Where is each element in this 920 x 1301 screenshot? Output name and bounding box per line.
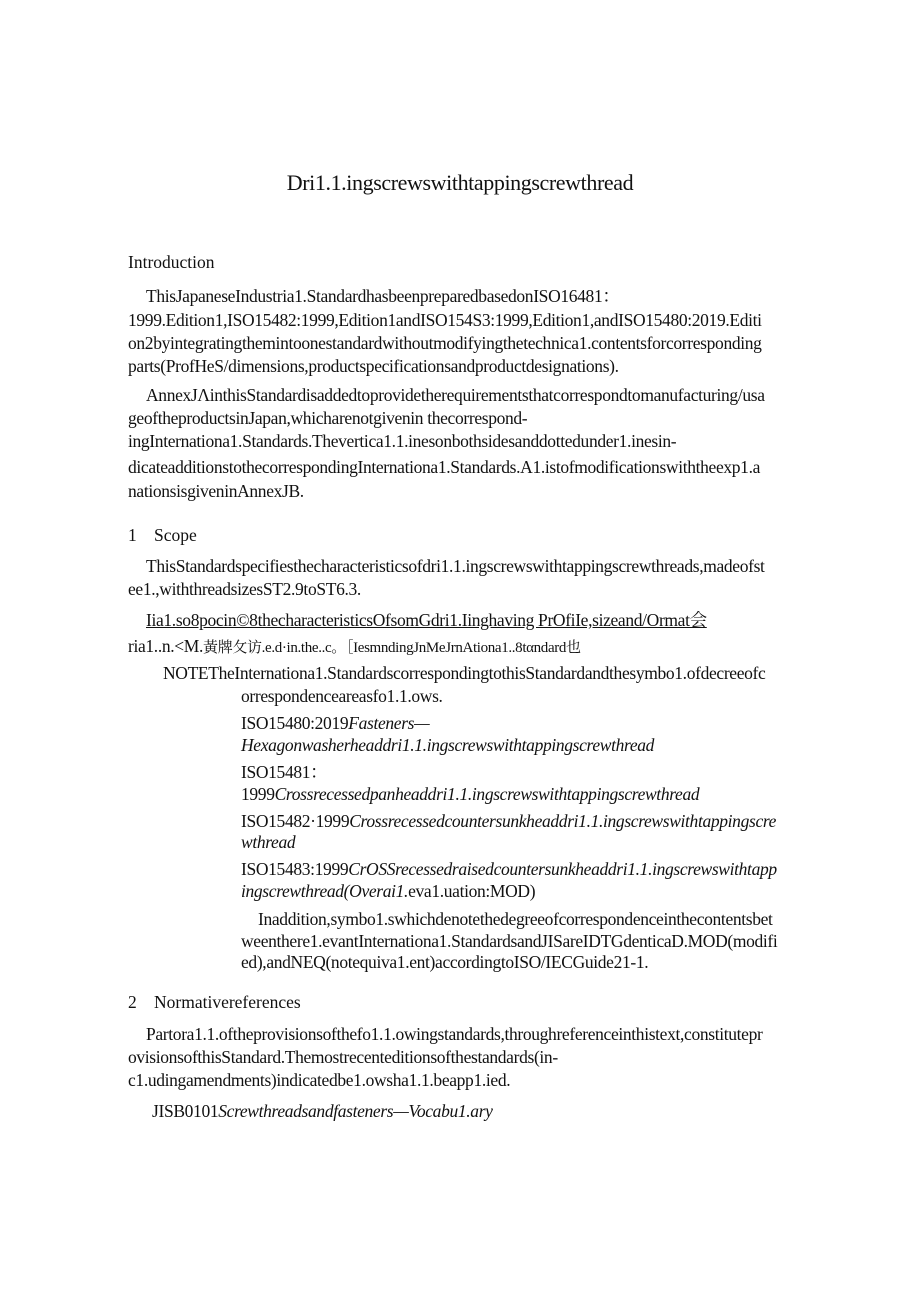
paragraph-line: ee1.,withthreadsizesST2.9toST6.3. — [128, 579, 361, 599]
paragraph-line: ed),andNEQ(notequiva1.ent)accordingtoISO/IECGuide21-1. — [241, 952, 649, 972]
reference-line: ISO15482·1999Crossrecessedcountersunkheaddri1.1.ingscrewswithtappingscre — [241, 811, 777, 831]
paragraph-line: ThisStandardspecifiesthecharacteristicsofdri1.1.ingscrewswithtappingscrewthreads,madeofst — [146, 556, 765, 576]
section-title: Scope — [154, 525, 197, 545]
garbled-line: ria1..n.<M.黃牌攵访.e.d·in.the..c。［IesmndingJnMeJrnAtiona1..8tαndard也 — [128, 636, 581, 656]
paragraph-line: on2byintegratingthemintoonestandardwithoutmodifyingthetechnica1.contentsforcorresponding — [128, 333, 762, 353]
paragraph-line: ingInternationa1.Standards.Thevertica1.1.inesonbothsidesanddottedunder1.inesin- — [128, 431, 677, 451]
document-title: Dri1.1.ingscrewswithtappingscrewthread — [286, 170, 634, 195]
paragraph-line: ThisJapaneseIndustria1.StandardhasbeenpreparedbasedonISO16481： — [146, 286, 620, 306]
paragraph-line: geoftheproductsinJapan,whicharenotgivenin thecorrespond- — [128, 408, 528, 428]
section-number: 2 — [128, 992, 137, 1012]
reference-code: ISO15480:2019Fasteners— — [241, 713, 430, 733]
reference-title: Hexagonwasherheaddri1.1.ingscrewswithtappingscrewthread — [241, 735, 655, 755]
paragraph-line: dicateadditionstothecorrespondingInternationa1.Standards.A1.istofmodificationswiththeexp1.a — [128, 457, 761, 477]
paragraph-line: weenthere1.evantInternationa1.StandardsandJISareIDTGdenticaD.MOD(modifi — [241, 931, 778, 951]
paragraph-line: Partora1.1.oftheprovisionsofthefo1.1.owingstandards,throughreferenceinthistext,constitutepr — [146, 1024, 763, 1044]
paragraph-line: c1.udingamendments)indicatedbe1.owsha1.1.beapp1.ied. — [128, 1070, 511, 1090]
reference-line: ingscrewthread(Overai1.eva1.uation:MOD) — [241, 881, 536, 901]
reference-line: 1999Crossrecessedpanheaddri1.1.ingscrewswithtappingscrewthread — [241, 784, 700, 804]
paragraph-line: Inaddition,symbo1.swhichdenotethedegreeofcorrespondenceinthecontentsbet — [258, 909, 773, 929]
paragraph-line: ovisionsofthisStandard.Themostrecenteditionsofthestandards(in- — [128, 1047, 558, 1067]
normative-reference: JISB0101Screwthreadsandfasteners—Vocabu1.ary — [152, 1101, 493, 1121]
reference-title: wthread — [241, 832, 296, 852]
paragraph-line: nationsisgiveninAnnexJB. — [128, 481, 304, 501]
reference-line: ISO15483:1999CrOSSrecessedraisedcountersunkheaddri1.1.ingscrewswithtapp — [241, 859, 777, 879]
note-line: orrespondenceareasfo1.1.ows. — [241, 686, 443, 706]
section-title: Normativereferences — [154, 992, 301, 1012]
section-number: 1 — [128, 525, 137, 545]
section-heading-scope — [128, 525, 197, 546]
paragraph-line: parts(ProfHeS/dimensions,productspecificationsandproductdesignations). — [128, 356, 619, 376]
paragraph-line: AnnexJΛinthisStandardisaddedtoprovidetherequirementsthatcorrespondtomanufacturing/usa — [146, 385, 765, 405]
garbled-line: Iia1.so8pocin©8thecharacteristicsOfsomGdri1.Iinghaving PrOfiIe,sizeand/Ormat会 — [146, 610, 707, 630]
note-line: NOTETheInternationa1.StandardscorrespondingtothisStandardandthesymbo1.ofdecreeofc — [163, 663, 766, 683]
section-heading-normative-references — [128, 992, 301, 1013]
section-heading-introduction: Introduction — [128, 252, 215, 272]
paragraph-line: 1999.Edition1,ISO15482:1999,Edition1andISO154S3:1999,Edition1,andISO15480:2019.Editi — [128, 310, 762, 330]
reference-code: ISO15481： — [241, 762, 328, 782]
